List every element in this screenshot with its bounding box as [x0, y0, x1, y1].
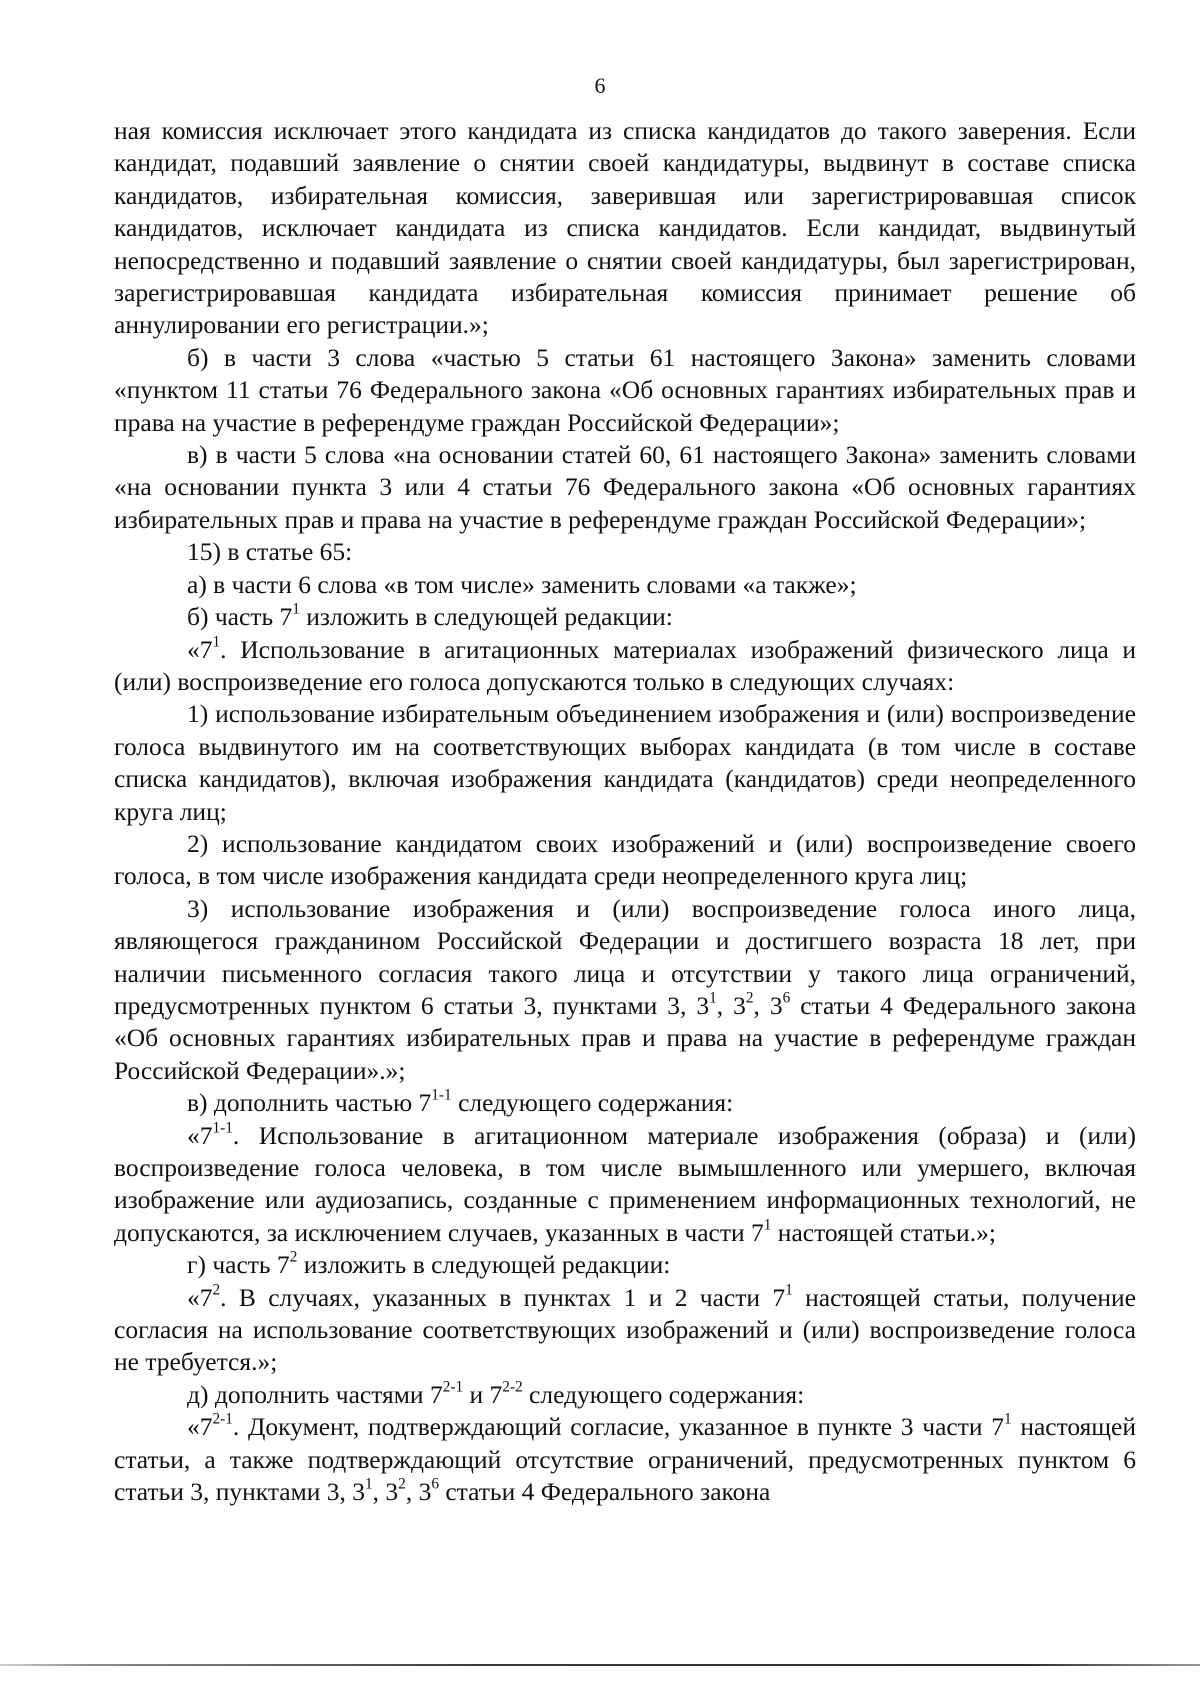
paragraph-case-3: 3) использование изображения и (или) воспроизведение голоса иного лица, являющегося гражданином Российской Федерации и достигшего возраста 18 лет, при наличии письменного согласия такого лица и отсутствии у такого лица ограничений, предусмотренных пунктом 6 статьи 3, пунктами 3, $3^1$, $3^2$, $3^6$ статьи 4 Федерального закона «Об основных гарантиях избирательных прав и права на участие в референдуме граждан Российской Федерации».»;: [114, 893, 1137, 1085]
paragraph-item-b-part-3: б) в части 3 слова «частью 5 статьи 61 настоящего Закона» заменить словами «пунктом 11 статьи 76 Федерального закона «Об основных гарантиях избирательных прав и права на участие в референдуме граждан Российской Федерации»;: [114, 342, 1136, 437]
document-body: [114, 115, 1136, 1508]
paragraph-item-15-article-65: 15) в статье 65:: [187, 537, 353, 567]
scan-bottom-edge: [0, 1664, 1200, 1666]
page-number: 6: [594, 73, 606, 98]
paragraph-case-2: 2) использование кандидатом своих изображений и (или) воспроизведение своего голоса, в том числе изображения кандидата среди неопределенного круга лиц;: [114, 828, 1136, 891]
paragraph-item-v-part-5: в) в части 5 слова «на основании статей 60, 61 настоящего Закона» заменить словами «на основании пункта 3 или 4 статьи 76 Федерального закона «Об основных гарантиях избирательных прав и права на участие в референдуме граждан Российской Федерации»;: [114, 440, 1136, 534]
paragraph-item-g-part-7-2: г) часть $7^2$ изложить в следующей редакции:: [187, 1248, 671, 1280]
paragraph-item-v-part-7-1-1: в) дополнить частью 7$^{1-1}$ следующего содержания:: [187, 1086, 734, 1118]
paragraph-part-7-2-text: «$7^2$. В случаях, указанных в пунктах 1 и 2 части $7^1$ настоящей статьи, получение согласия на использование соответствующих изображений и (или) воспроизведение голоса не требуется.»;: [114, 1281, 1137, 1377]
paragraph-item-b-part-7-1: б) часть $7^1$ изложить в следующей редакции:: [187, 600, 673, 632]
paragraph-part-7-1-1-text: «7$^{1-1}$. Использование в агитационном материале изображения (образа) и (или) воспроизведение голоса человека, в том числе вымышленного или умершего, включая изображение или аудиозапись, созданные с применением информационных технологий, не допускаются, за исключением случаев, указанных в части $7^1$ настоящей статьи.»;: [114, 1119, 1136, 1247]
paragraph-case-1: 1) использование избирательным объединением изображения и (или) воспроизведение голоса выдвинутого им на соответствующих выборах кандидата (в том числе в составе списка кандидатов), включая изображения кандидата (кандидатов) среди неопределенного круга лиц;: [114, 699, 1136, 826]
paragraph-item-d-parts-7-2-1-7-2-2: д) дополнить частями 7$^{2-1}$ и 7$^{2-2}$ следующего содержания:: [187, 1378, 805, 1409]
paragraph-part-7-2-1-text: «7$^{2-1}$. Документ, подтверждающий согласие, указанное в пункте 3 части $7^1$ настоящей статьи, а также подтверждающий отсутствие ограничений, предусмотренных пунктом 6 статьи 3, пунктами 3, $3^1$, $3^2$, $3^6$ статьи 4 Федерального закона: [114, 1410, 1136, 1507]
paragraph-continuation: ная комиссия исключает этого кандидата из списка кандидатов до такого заверения. Если кандидат, подавший заявление о снятии своей кандидатуры, выдвинут в составе списка кандидатов, избирательная комиссия, заверившая или зарегистрировавшая список кандидатов, исключает кандидата из списка кандидатов. Если кандидат, выдвинутый непосредственно и подавший заявление о снятии своей кандидатуры, был зарегистрирован, зарегистрировавшая кандидата избирательная комиссия принимает решение об аннулировании его регистрации.»;: [114, 116, 1136, 340]
paragraph-item-a-part-6: а) в части 6 слова «в том числе» заменить словами «а также»;: [187, 569, 857, 599]
paragraph-part-7-1-text: «$7^1$. Использование в агитационных материалах изображений физического лица и (или) воспроизведение его голоса допускаются только в следующих случаях:: [114, 633, 1136, 696]
